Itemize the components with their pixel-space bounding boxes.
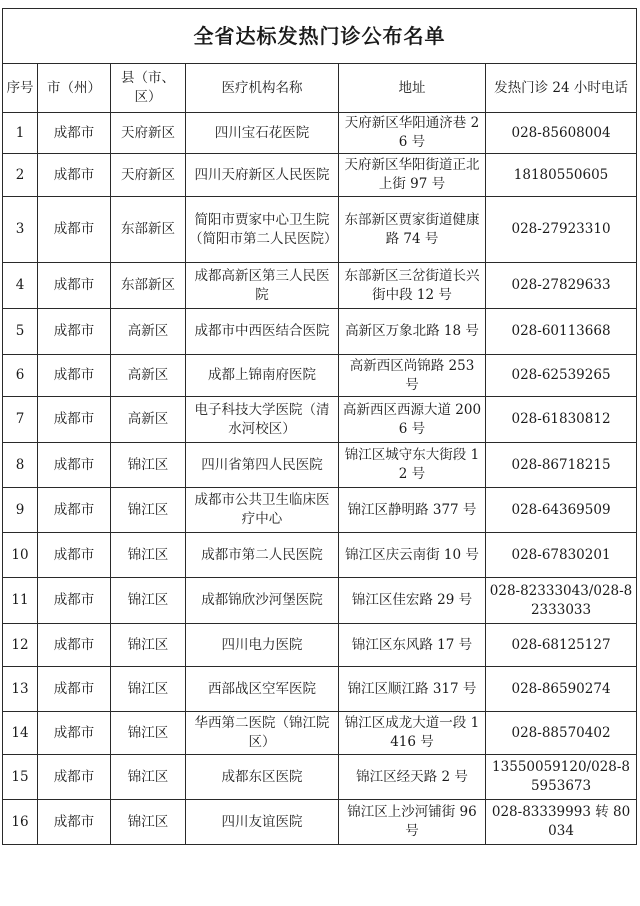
fever-clinic-table	[2, 8, 637, 845]
cell-city: 成都市	[38, 443, 111, 488]
cell-county: 锦江区	[111, 443, 186, 488]
cell-address: 高新区万象北路 18 号	[339, 309, 486, 355]
cell-address: 锦江区成龙大道一段 1416 号	[339, 712, 486, 755]
cell-address: 天府新区华阳街道正北上街 97 号	[339, 154, 486, 197]
cell-phone: 028-88570402	[486, 712, 637, 755]
table-row	[3, 197, 637, 263]
cell-no: 4	[3, 263, 38, 309]
cell-county: 东部新区	[111, 197, 186, 263]
cell-city: 成都市	[38, 154, 111, 197]
cell-city: 成都市	[38, 397, 111, 443]
cell-address: 锦江区城守东大街段 12 号	[339, 443, 486, 488]
table-row	[3, 309, 637, 355]
cell-county: 天府新区	[111, 113, 186, 154]
table-row	[3, 355, 637, 397]
cell-address: 锦江区佳宏路 29 号	[339, 578, 486, 624]
table-row	[3, 113, 637, 154]
cell-hospital-name: 成都高新区第三人民医院	[186, 263, 339, 309]
table-row	[3, 800, 637, 845]
cell-phone: 028-61830812	[486, 397, 637, 443]
cell-hospital-name: 四川省第四人民医院	[186, 443, 339, 488]
cell-county: 锦江区	[111, 578, 186, 624]
table-row	[3, 443, 637, 488]
cell-no: 16	[3, 800, 38, 845]
cell-city: 成都市	[38, 578, 111, 624]
cell-city: 成都市	[38, 533, 111, 578]
cell-city: 成都市	[38, 113, 111, 154]
cell-address: 锦江区顺江路 317 号	[339, 667, 486, 712]
cell-no: 1	[3, 113, 38, 154]
table-row	[3, 667, 637, 712]
cell-city: 成都市	[38, 309, 111, 355]
cell-hospital-name: 成都市第二人民医院	[186, 533, 339, 578]
table-row	[3, 263, 637, 309]
cell-no: 9	[3, 488, 38, 533]
cell-city: 成都市	[38, 800, 111, 845]
title-row	[3, 9, 637, 64]
cell-no: 11	[3, 578, 38, 624]
table-row	[3, 488, 637, 533]
header-no: 序号	[3, 64, 38, 113]
header-city: 市（州）	[38, 64, 111, 113]
cell-address: 东部新区贾家街道健康路 74 号	[339, 197, 486, 263]
cell-phone: 028-68125127	[486, 624, 637, 667]
cell-hospital-name: 四川天府新区人民医院	[186, 154, 339, 197]
cell-phone: 028-64369509	[486, 488, 637, 533]
cell-no: 10	[3, 533, 38, 578]
cell-phone: 028-85608004	[486, 113, 637, 154]
cell-hospital-name: 成都东区医院	[186, 755, 339, 800]
cell-hospital-name: 四川电力医院	[186, 624, 339, 667]
cell-no: 5	[3, 309, 38, 355]
table-row	[3, 578, 637, 624]
cell-address: 锦江区东风路 17 号	[339, 624, 486, 667]
cell-hospital-name: 简阳市贾家中心卫生院（简阳市第二人民医院）	[186, 197, 339, 263]
cell-phone: 028-27923310	[486, 197, 637, 263]
cell-phone: 13550059120/028-85953673	[486, 755, 637, 800]
cell-address: 高新西区尚锦路 253 号	[339, 355, 486, 397]
cell-county: 高新区	[111, 309, 186, 355]
cell-county: 东部新区	[111, 263, 186, 309]
cell-no: 6	[3, 355, 38, 397]
cell-county: 锦江区	[111, 624, 186, 667]
cell-no: 15	[3, 755, 38, 800]
cell-county: 锦江区	[111, 712, 186, 755]
header-county: 县（市、区）	[111, 64, 186, 113]
cell-no: 12	[3, 624, 38, 667]
table-row	[3, 533, 637, 578]
cell-hospital-name: 成都市中西医结合医院	[186, 309, 339, 355]
cell-city: 成都市	[38, 355, 111, 397]
cell-city: 成都市	[38, 755, 111, 800]
cell-county: 天府新区	[111, 154, 186, 197]
cell-city: 成都市	[38, 263, 111, 309]
cell-address: 天府新区华阳通济巷 26 号	[339, 113, 486, 154]
header-address: 地址	[339, 64, 486, 113]
table-row	[3, 624, 637, 667]
cell-no: 3	[3, 197, 38, 263]
cell-phone: 028-27829633	[486, 263, 637, 309]
cell-address: 高新西区西源大道 2006 号	[339, 397, 486, 443]
cell-phone: 028-60113668	[486, 309, 637, 355]
cell-no: 2	[3, 154, 38, 197]
cell-county: 高新区	[111, 355, 186, 397]
cell-county: 锦江区	[111, 667, 186, 712]
cell-hospital-name: 华西第二医院（锦江院区）	[186, 712, 339, 755]
cell-hospital-name: 西部战区空军医院	[186, 667, 339, 712]
cell-phone: 028-86718215	[486, 443, 637, 488]
cell-phone: 028-83339993 转 80034	[486, 800, 637, 845]
header-name: 医疗机构名称	[186, 64, 339, 113]
cell-hospital-name: 成都锦欣沙河堡医院	[186, 578, 339, 624]
header-row	[3, 64, 637, 113]
cell-no: 14	[3, 712, 38, 755]
cell-address: 东部新区三岔街道长兴街中段 12 号	[339, 263, 486, 309]
cell-address: 锦江区庆云南街 10 号	[339, 533, 486, 578]
table-row	[3, 755, 637, 800]
cell-hospital-name: 电子科技大学医院（清水河校区）	[186, 397, 339, 443]
header-phone: 发热门诊 24 小时电话	[486, 64, 637, 113]
cell-phone: 028-86590274	[486, 667, 637, 712]
cell-phone: 028-82333043/028-82333033	[486, 578, 637, 624]
cell-county: 锦江区	[111, 533, 186, 578]
cell-city: 成都市	[38, 712, 111, 755]
cell-address: 锦江区上沙河铺街 96 号	[339, 800, 486, 845]
cell-no: 8	[3, 443, 38, 488]
table-row	[3, 397, 637, 443]
cell-hospital-name: 成都上锦南府医院	[186, 355, 339, 397]
cell-phone: 18180550605	[486, 154, 637, 197]
cell-county: 高新区	[111, 397, 186, 443]
table-row	[3, 712, 637, 755]
cell-hospital-name: 四川宝石花医院	[186, 113, 339, 154]
cell-hospital-name: 四川友谊医院	[186, 800, 339, 845]
cell-phone: 028-62539265	[486, 355, 637, 397]
cell-county: 锦江区	[111, 800, 186, 845]
cell-phone: 028-67830201	[486, 533, 637, 578]
cell-city: 成都市	[38, 624, 111, 667]
cell-city: 成都市	[38, 197, 111, 263]
document-title: 全省达标发热门诊公布名单	[3, 9, 637, 64]
cell-address: 锦江区静明路 377 号	[339, 488, 486, 533]
table-row	[3, 154, 637, 197]
cell-city: 成都市	[38, 667, 111, 712]
cell-city: 成都市	[38, 488, 111, 533]
cell-no: 13	[3, 667, 38, 712]
cell-no: 7	[3, 397, 38, 443]
cell-hospital-name: 成都市公共卫生临床医疗中心	[186, 488, 339, 533]
cell-address: 锦江区经天路 2 号	[339, 755, 486, 800]
cell-county: 锦江区	[111, 755, 186, 800]
cell-county: 锦江区	[111, 488, 186, 533]
